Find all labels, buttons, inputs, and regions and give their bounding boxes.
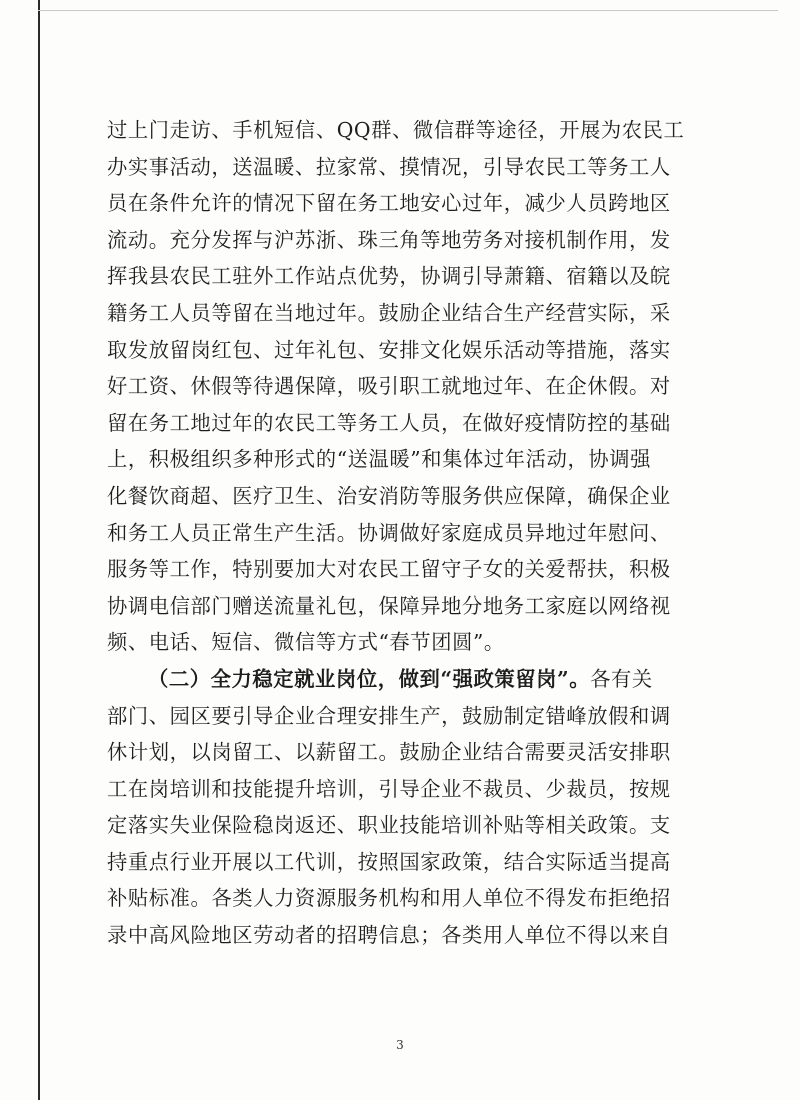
text-line: 频、电话、短信、微信等方式“春节团圆”。 bbox=[107, 630, 505, 655]
text-line: 办实事活动，送温暖、拉家常、摸情况，引导农民工等务工人 bbox=[107, 154, 671, 179]
text-line: 挥我县农民工驻外工作站点优势，协调引导萧籍、宿籍以及皖 bbox=[107, 264, 671, 289]
text-line: 和务工人员正常生产生活。协调做好家庭成员异地过年慰问、 bbox=[107, 520, 671, 545]
text-line: 休计划，以岗留工、以薪留工。鼓励企业结合需要灵活安排职 bbox=[107, 740, 671, 765]
text-line: 籍务工人员等留在当地过年。鼓励企业结合生产经营实际，采 bbox=[107, 300, 671, 325]
text-line: 好工资、休假等待遇保障，吸引职工就地过年、在企休假。对 bbox=[107, 374, 671, 399]
text-line: 留在务工地过年的农民工等务工人员，在做好疫情防控的基础 bbox=[107, 410, 671, 435]
text-line: 工在岗培训和技能提升培训，引导企业不裁员、少裁员，按规 bbox=[107, 776, 671, 801]
scan-top-edge bbox=[38, 10, 778, 11]
text-line: 协调电信部门赠送流量礼包，保障异地分地务工家庭以网络视 bbox=[107, 593, 671, 618]
text-line: 化餐饮商超、医疗卫生、治安消防等服务供应保障，确保企业 bbox=[107, 483, 671, 508]
text-line: 补贴标准。各类人力资源服务机构和用人单位不得发布拒绝招 bbox=[107, 886, 671, 911]
text-line: 上，积极组织多种形式的“送温暖”和集体过年活动，协调强 bbox=[107, 447, 651, 472]
text-line: 员在条件允许的情况下留在务工地安心过年，减少人员跨地区 bbox=[107, 191, 671, 216]
page-number: 3 bbox=[396, 1038, 404, 1052]
text-line: 录中高风险地区劳动者的招聘信息；各类用人单位不得以来自 bbox=[107, 923, 671, 948]
text-line: 取发放留岗红包、过年礼包、安排文化娱乐活动等措施，落实 bbox=[107, 337, 671, 362]
text-line: 定落实失业保险稳岗返还、职业技能培训补贴等相关政策。支 bbox=[107, 813, 671, 838]
text-line: 部门、园区要引导企业合理安排生产，鼓励制定错峰放假和调 bbox=[107, 703, 671, 728]
text-line: 过上门走访、手机短信、QQ群、微信群等途径，开展为农民工 bbox=[107, 118, 685, 142]
text-line: 流动。充分发挥与沪苏浙、珠三角等地劳务对接机制作用，发 bbox=[107, 227, 671, 252]
section-heading-line bbox=[107, 661, 697, 698]
scan-binding-edge bbox=[38, 0, 40, 1100]
section-heading-tail: 各有关 bbox=[590, 666, 653, 691]
text-line: 服务等工作，特别要加大对农民工留守子女的关爱帮扶，积极 bbox=[107, 557, 671, 582]
text-line: 持重点行业开展以工代训，按照国家政策，结合实际适当提高 bbox=[107, 849, 671, 874]
section-heading: （二）全力稳定就业岗位，做到“强政策留岗”。 bbox=[148, 666, 591, 691]
document-body bbox=[107, 112, 697, 954]
